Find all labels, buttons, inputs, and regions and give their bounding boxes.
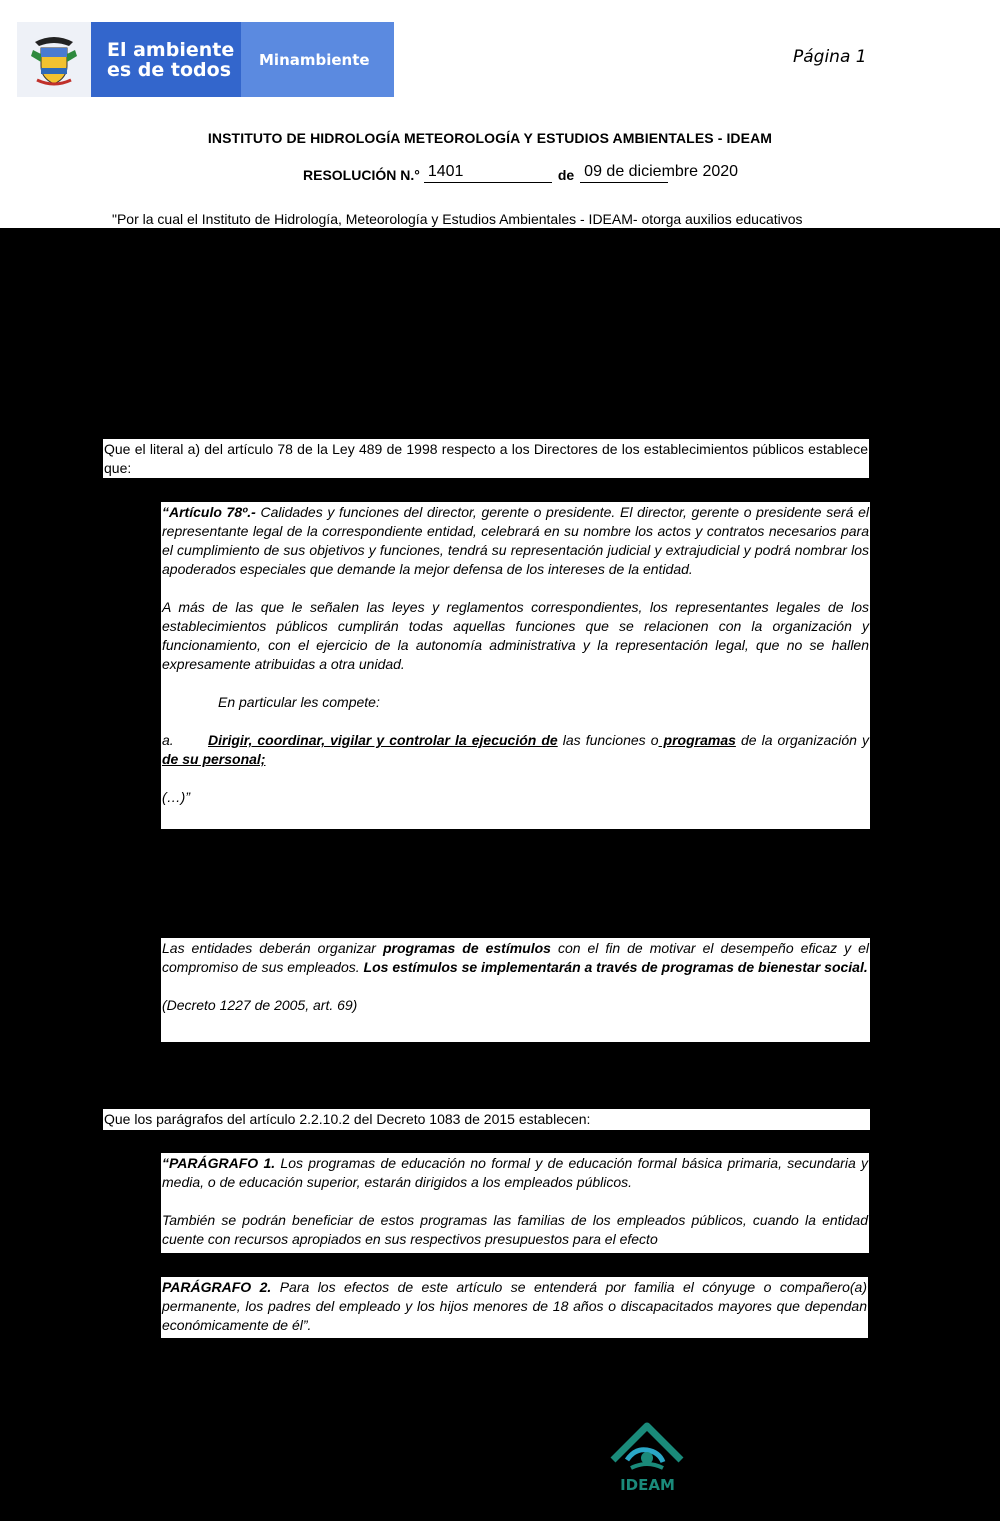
quote-78-paragraph-3: En particular les compete:: [218, 694, 380, 710]
paragrafo-2-lead: PARÁGRAFO 2.: [162, 1279, 272, 1295]
decreto-bold-2: Los estímulos se implementarán a través de programas de bienestar social.: [363, 959, 868, 975]
ministry-name: Minambiente: [241, 22, 394, 97]
paragrafo-1-rest: Los programas de educación no formal y de educación formal básica primaria, secundaria y media, o de educación superior, estarán dirigidos a los empleados públicos.: [162, 1155, 868, 1190]
decreto-text-1: Las entidades deberán organizar: [162, 940, 383, 956]
slogan-line-1: El ambiente: [107, 38, 235, 61]
quote-78-ellipsis: (…)”: [162, 789, 190, 805]
quote-decreto-citation: (Decreto 1227 de 2005, art. 69): [162, 997, 358, 1013]
item-mid: las funciones o: [557, 732, 659, 748]
resolution-line: [303, 163, 739, 183]
quote-paragrafo-2: [161, 1277, 868, 1338]
quote-decreto-text: [162, 939, 869, 977]
ideam-logo-text: IDEAM: [620, 1476, 675, 1494]
item-letter: a.: [162, 732, 174, 748]
de-label: de: [557, 167, 575, 183]
resolution-date: 09 de diciembre 2020: [580, 163, 668, 183]
coat-of-arms-icon: [17, 22, 91, 97]
quote-78-lead: “Artículo 78º.-: [162, 504, 256, 520]
quote-78-p1-text: Calidades y funciones del director, gerente o presidente. El director, gerente o presidente será el representante legal de la correspondiente entidad, celebrará en su nombre los actos y contratos necesarios para el cumplimiento de sus objetivos y funciones, tendrá su representación judicial y extrajudicial y podrá nombrar los apoderados especiales que demande la mejor defensa de los intereses de la entidad.: [162, 504, 869, 577]
paragrafo-2-text: [162, 1278, 867, 1335]
quote-78-paragraph-1: [162, 503, 869, 579]
paragraph-article-78: Que el literal a) del artículo 78 de la Ley 489 de 1998 respecto a los Directores de los establecimientos públicos establece que:: [104, 441, 868, 476]
item-bold-2: programas: [658, 732, 736, 748]
resolution-number: 1401: [424, 163, 552, 183]
paragrafo-1-lead: “PARÁGRAFO 1.: [162, 1155, 276, 1171]
quote-78-item-a: [162, 731, 869, 769]
paragrafo-1-text: [162, 1154, 868, 1192]
slogan: [91, 22, 241, 97]
resolution-purpose: "Por la cual el Instituto de Hidrología, Meteorología y Estudios Ambientales - IDEAM- otorga auxilios educativos: [112, 211, 803, 227]
ministry-logo: [17, 22, 394, 97]
item-bold-3: de su personal;: [162, 751, 266, 767]
decreto-bold-1: programas de estímulos: [382, 940, 551, 956]
quote-78-paragraph-2: A más de las que le señalen las leyes y reglamentos correspondientes, los representantes legales de los establecimientos públicos cumplirán todas aquellas funciones que se relacionen con la organización y funcionamiento, con el ejercicio de la autonomía administrativa y la representación legal, que no se hallen expresamente atribuidas a otra unidad.: [162, 599, 869, 672]
page-number: Página 1: [793, 47, 867, 67]
institute-title: INSTITUTO DE HIDROLOGÍA METEOROLOGÍA Y ESTUDIOS AMBIENTALES - IDEAM: [207, 130, 773, 146]
resolution-label: RESOLUCIÓN N.°: [303, 167, 420, 183]
item-mid-2: de la organización y: [735, 732, 869, 748]
quote-article-78: [161, 502, 870, 829]
paragrafo-1-text-2: También se podrán beneficiar de estos programas las familias de los empleados públicos, cuando la entidad cuente con recursos apropiados en sus respectivos presupuestos para el efecto: [162, 1212, 868, 1247]
paragrafo-2-rest: Para los efectos de este artículo se entenderá por familia el cónyuge o compañero(a) permanente, los padres del empleado y los hijos menores de 18 años o discapacitados mayores que dependan económicamente de él”.: [162, 1279, 867, 1333]
item-bold-1: Dirigir, coordinar, vigilar y controlar la ejecución de: [208, 732, 558, 748]
decreto-text-2: con el fin de motivar el desempeño eficaz y el compromiso de sus empleados.: [162, 940, 870, 975]
paragraph-paragrafos: Que los parágrafos del artículo 2.2.10.2 del Decreto 1083 de 2015 establecen:: [103, 1109, 870, 1130]
slogan-line-2: es de todos: [107, 58, 232, 81]
quote-paragrafo-1: [161, 1153, 869, 1253]
quote-decreto-1227: [161, 938, 870, 1042]
